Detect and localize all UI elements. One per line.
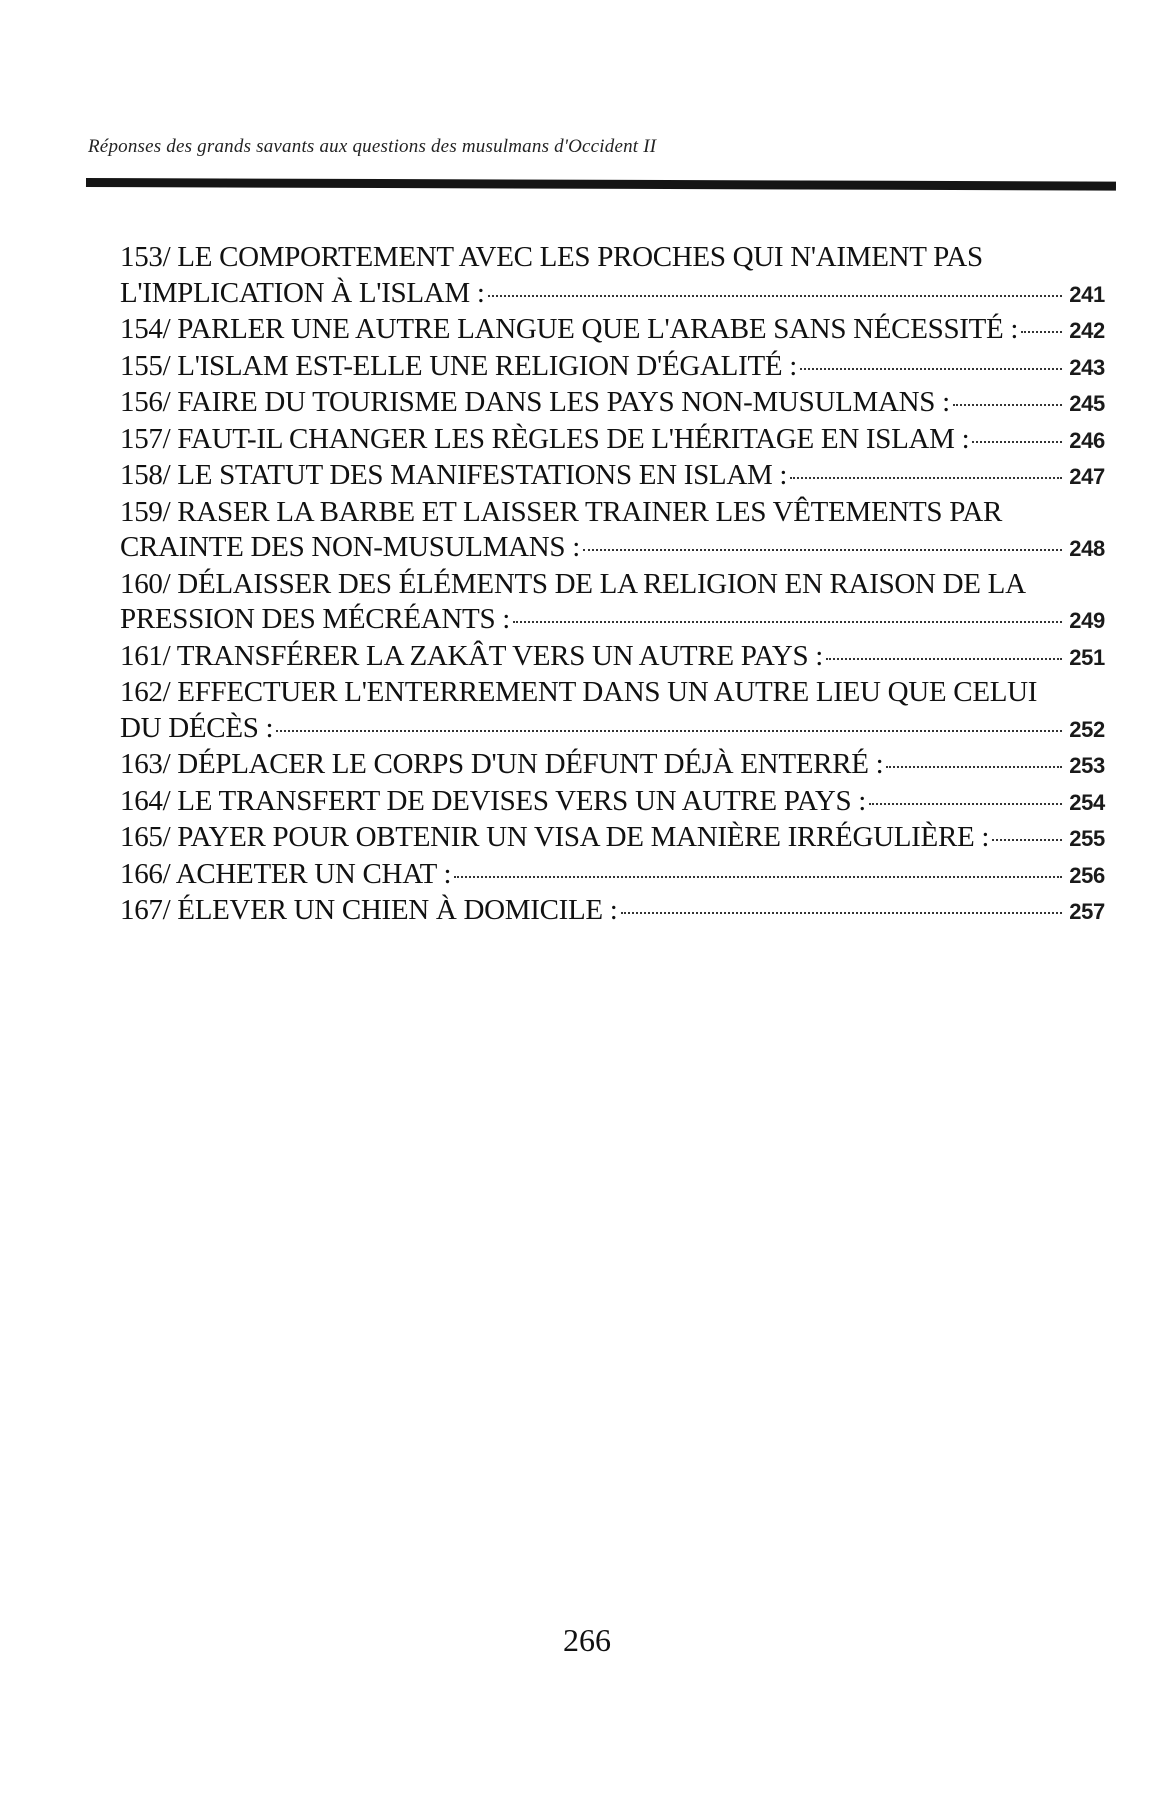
toc-entry-title: 167/ ÉLEVER UN CHIEN À DOMICILE : [120, 894, 618, 926]
toc-entry-page: 253 [1069, 753, 1105, 778]
toc-entry-title: 157/ FAUT-IL CHANGER LES RÈGLES DE L'HÉRITAGE EN ISLAM : [120, 422, 970, 455]
toc-entry-title: 162/ EFFECTUER L'ENTERREMENT DANS UN AUTRE LIEU QUE CELUI [120, 676, 1038, 708]
dot-leader [826, 658, 1062, 660]
toc-entry-page: 246 [1069, 427, 1105, 453]
toc-entry [120, 422, 1105, 459]
dot-leader [790, 477, 1062, 479]
toc-entry-title: 165/ PAYER POUR OBTENIR UN VISA DE MANIÈRE IRRÉGULIÈRE : [120, 821, 990, 853]
toc-entry-page: 256 [1069, 862, 1105, 888]
toc-entry [120, 820, 1105, 857]
toc-entry-title: 158/ LE STATUT DES MANIFESTATIONS EN ISLAM : [120, 459, 788, 491]
toc-entry-line [120, 422, 1105, 459]
toc-entry [120, 639, 1105, 676]
running-header: Réponses des grands savants aux questions des musulmans d'Occident II [88, 136, 657, 157]
toc-entry-title: 156/ FAIRE DU TOURISME DANS LES PAYS NON-MUSULMANS : [120, 386, 950, 418]
toc-entry-line [120, 639, 1105, 676]
toc-entry-page: 257 [1069, 899, 1105, 924]
toc-entry-title: 153/ LE COMPORTEMENT AVEC LES PROCHES QUI N'AIMENT PAS [120, 241, 983, 273]
dot-leader [972, 441, 1062, 443]
toc-entry-line [120, 530, 1105, 567]
toc-entry [120, 857, 1105, 894]
toc-entry [120, 349, 1105, 386]
toc-entry-line-continued [120, 675, 1105, 711]
toc-entry-line-continued [120, 495, 1105, 531]
toc-entry [120, 567, 1105, 639]
toc-entry-title: L'IMPLICATION À L'ISLAM : [120, 276, 485, 309]
toc-entry-line [120, 784, 1105, 821]
toc-entry [120, 893, 1105, 930]
table-of-contents [120, 240, 1105, 930]
toc-entry-page: 247 [1069, 464, 1105, 489]
dot-leader [953, 404, 1062, 406]
dot-leader [992, 839, 1062, 841]
toc-entry [120, 385, 1105, 422]
dot-leader [621, 912, 1062, 914]
dot-leader [869, 803, 1062, 805]
dot-leader [583, 549, 1062, 551]
toc-entry [120, 240, 1105, 312]
toc-entry-page: 252 [1069, 716, 1105, 742]
toc-entry-title: 164/ LE TRANSFERT DE DEVISES VERS UN AUTRE PAYS : [120, 784, 867, 817]
toc-entry-line-continued [120, 567, 1105, 603]
toc-entry-line [120, 711, 1105, 748]
dot-leader [886, 766, 1062, 768]
toc-entry [120, 747, 1105, 784]
header-rule [86, 178, 1116, 191]
dot-leader [800, 368, 1062, 370]
toc-entry [120, 312, 1105, 349]
toc-entry-title: 163/ DÉPLACER LE CORPS D'UN DÉFUNT DÉJÀ ENTERRÉ : [120, 748, 884, 780]
toc-entry-line [120, 458, 1105, 495]
toc-entry-line [120, 276, 1105, 313]
dot-leader [276, 730, 1062, 732]
toc-entry-line [120, 857, 1105, 894]
toc-entry [120, 458, 1105, 495]
dot-leader [1021, 331, 1062, 333]
toc-entry-title: 154/ PARLER UNE AUTRE LANGUE QUE L'ARABE SANS NÉCESSITÉ : [120, 313, 1019, 345]
toc-entry-title: 159/ RASER LA BARBE ET LAISSER TRAINER LES VÊTEMENTS PAR [120, 495, 1003, 528]
toc-entry-title: 155/ L'ISLAM EST-ELLE UNE RELIGION D'ÉGALITÉ : [120, 349, 797, 382]
toc-entry-line [120, 893, 1105, 930]
toc-entry-page: 251 [1069, 644, 1105, 670]
dot-leader [513, 621, 1062, 623]
toc-entry [120, 495, 1105, 567]
toc-entry-title: DU DÉCÈS : [120, 711, 274, 744]
toc-entry-title: 160/ DÉLAISSER DES ÉLÉMENTS DE LA RELIGION EN RAISON DE LA [120, 567, 1026, 600]
toc-entry-line-continued [120, 240, 1105, 276]
toc-entry-page: 245 [1069, 391, 1105, 416]
toc-entry-title: 161/ TRANSFÉRER LA ZAKÂT VERS UN AUTRE PAYS : [120, 639, 824, 672]
toc-entry-title: 166/ ACHETER UN CHAT : [120, 857, 452, 890]
dot-leader [488, 295, 1062, 297]
toc-entry [120, 675, 1105, 747]
toc-entry-line [120, 385, 1105, 422]
toc-entry [120, 784, 1105, 821]
toc-entry-line [120, 349, 1105, 386]
toc-entry-title: PRESSION DES MÉCRÉANTS : [120, 603, 511, 635]
toc-entry-line [120, 602, 1105, 639]
toc-entry-line [120, 747, 1105, 784]
toc-entry-page: 255 [1069, 826, 1105, 851]
toc-entry-page: 242 [1069, 318, 1105, 343]
toc-entry-line [120, 312, 1105, 349]
toc-entry-page: 248 [1069, 536, 1105, 561]
toc-entry-page: 241 [1069, 281, 1105, 307]
toc-entry-page: 243 [1069, 354, 1105, 380]
dot-leader [454, 876, 1062, 878]
page-number: 266 [563, 1622, 611, 1658]
toc-entry-page: 249 [1069, 608, 1105, 633]
toc-entry-line [120, 820, 1105, 857]
toc-entry-title: CRAINTE DES NON-MUSULMANS : [120, 531, 580, 563]
toc-entry-page: 254 [1069, 789, 1105, 815]
